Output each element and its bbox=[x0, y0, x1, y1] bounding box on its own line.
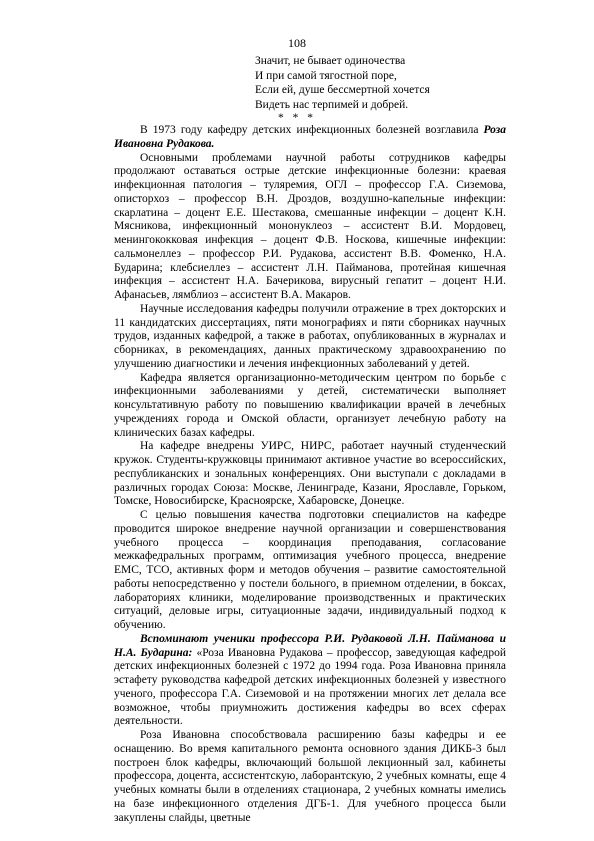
poem-line: И при самой тягостной поре, bbox=[255, 69, 397, 82]
poem-stanza bbox=[255, 54, 515, 112]
paragraph-head-of-department bbox=[114, 124, 506, 152]
paragraph-text: Кафедра является организационно-методическим центром по борьбе с инфекционными заболеваниями у детей, систематически выполняет консультативную работу по повышению квалификации врачей в лечебных учреждениях города и Омской области, организует лечебную работу на клинических базах кафедры. bbox=[114, 371, 506, 439]
paragraph-teaching-quality bbox=[114, 509, 506, 633]
paragraph-text: Роза Ивановна способствовала расширению базы кафедры и ее оснащению. Во время капитального ремонта основного здания ДИКБ-3 был построен блок кафедры, включающий большой лекционный зал, кабинеты профессора, доцента, ассистентскую, лаборантскую, 2 учебных комнаты, еще 4 учебных комнаты были в отделениях стационара, 2 учебных комнаты имелись на базе инфекционного отделения ДГБ-1. Для учебного процесса были закуплены слайды, цветные bbox=[114, 729, 506, 824]
paragraph-recollections bbox=[114, 633, 506, 729]
poem-line: Видеть нас терпимей и добрей. bbox=[255, 98, 409, 111]
body-text bbox=[114, 124, 506, 825]
paragraph-student-research bbox=[114, 440, 506, 509]
paragraph-text: «Роза Ивановна Рудакова – профессор, заведующая кафедрой детских инфекционных болезней с 1972 до 1994 года. Роза Ивановна приняла эстафету руководства кафедрой детских инфекционных болезней у известного ученого, профессора Г.А. Сиземовой и на протяжении многих лет делала все возможное, чтобы приумножить достижения кафедры во всех сферах деятельности. bbox=[114, 646, 506, 728]
page-number: 108 bbox=[288, 36, 306, 50]
recollections-heading-emphasis: Вспоминают ученики профессора Р.И. Рудаковой Л.Н. Пайманова и Н.А. Бударина: bbox=[114, 632, 506, 659]
paragraph-research-problems bbox=[114, 152, 506, 303]
poem-line: Если ей, душе бессмертной хочется bbox=[255, 84, 430, 97]
paragraph-department-base bbox=[114, 729, 506, 825]
paragraph-text: Научные исследования кафедры получили отражение в трех докторских и 11 кандидатских диссертациях, пяти монографиях и пяти сборниках научных трудов, изданных кафедрой, а также в работах, опубликованных в журналах и сборниках, в рекомендациях, данных практическому здравоохранению по улучшению диагностики и лечения инфекционных заболеваний у детей. bbox=[114, 302, 506, 370]
paragraph-text: В 1973 году кафедру детских инфекционных болезней возглавила bbox=[140, 124, 484, 136]
section-separator: * * * bbox=[278, 112, 316, 124]
paragraph-text: С целью повышения качества подготовки специалистов на кафедре проводится широкое внедрение научной организации и совершенствования учебного процесса – координация преподавания, согласование межкафедральных программ, оптимизация учебного процесса, внедрение ЕМС, ТСО, активных форм и методов обучения – развитие самостоятельной работы непосредственно у постели больного, в приемном отделении, в боксах, лабораториях клиники, моделирование производственных и практических ситуаций, деловые игры, ситуационные задачи, индивидуальный подход к обучению. bbox=[114, 509, 506, 631]
paragraph-methodical-center bbox=[114, 372, 506, 441]
head-name-emphasis: Роза Ивановна Рудакова. bbox=[114, 124, 506, 150]
paragraph-text: Основными проблемами научной работы сотрудников кафедры продолжают оставаться острые детские инфекционные болезни: краевая инфекционная патология – туляремия, ОГЛ – профессор Г.А. Сиземова, описторхоз – профессор В.Н. Дроздов, воздушно-капельные инфекции: скарлатина – доцент Е.Е. Шестакова, смешанные инфекции – доцент К.Н. Мясникова, инфекционный мононуклеоз – ассистент В.И. Мордовец, менингококковая инфекция – доцент Ф.В. Носкова, кишечные инфекции: сальмонеллез – профессор Р.И. Рудакова, ассистент В.В. Фоменко, Н.А. Бударина; клебсиеллез – ассистент Л.Н. Пайманова, протейная кишечная инфекция – ассистент Н.А. Бачерикова, вирусный гепатит – доцент Н.И. Афанасьев, лямблиоз – ассистент В.А. Макаров. bbox=[114, 151, 506, 301]
paragraph-text: На кафедре внедрены УИРС, НИРС, работает научный студенческий кружок. Студенты-кружковцы принимают активное участие во всероссийских, республиканских и зональных конференциях. Они выступали с докладами в различных городах Союза: Москве, Ленинграде, Казани, Ярославле, Горьком, Томске, Новосибирске, Красноярске, Хабаровске, Донецке. bbox=[114, 440, 506, 508]
paragraph-publications bbox=[114, 303, 506, 372]
poem-line: Значит, не бывает одиночества bbox=[255, 55, 406, 67]
